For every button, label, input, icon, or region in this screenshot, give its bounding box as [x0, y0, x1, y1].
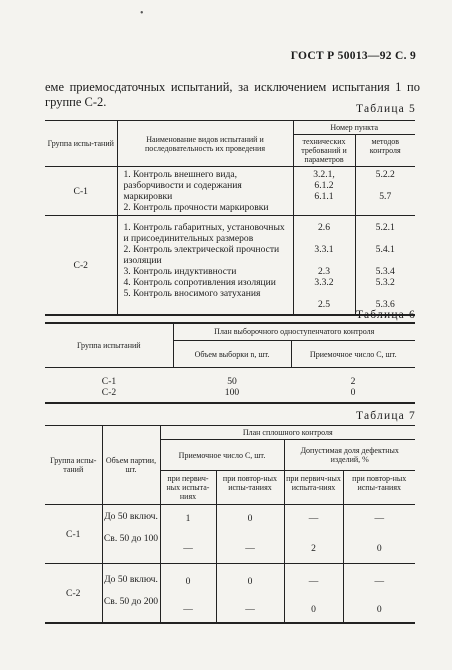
- table5-req: 6.1.2: [314, 180, 334, 191]
- table5-col-point: Номер пункта: [293, 121, 415, 135]
- table6-col-size: Объем выборки n, шт.: [173, 341, 291, 368]
- intro-text: еме приемосдаточных испытаний, за исключением испытания 1 по группе С-2.: [45, 80, 420, 109]
- table7-cell: —: [216, 533, 284, 564]
- table7-volume: До 50 включ.: [102, 564, 160, 597]
- table7-volume: До 50 включ.: [102, 505, 160, 534]
- table5-method: 5.7: [379, 191, 392, 202]
- table5-method: 5.3.2: [375, 277, 395, 288]
- table7: [45, 425, 415, 624]
- table5-req: 2.5: [318, 299, 330, 310]
- table6-accept: 0: [291, 387, 415, 403]
- table5-req: 2.6: [318, 222, 330, 233]
- table7-volume: Св. 50 до 200: [102, 596, 160, 623]
- table5-col-group: Группа испы-таний: [45, 121, 117, 167]
- table5-group-c2: С-2: [45, 216, 117, 316]
- table7-cell: —: [374, 513, 385, 524]
- table5-req: 6.1.1: [314, 191, 334, 202]
- table5-item: 4. Контроль сопротивления изоляции: [123, 277, 276, 288]
- table5-method: 5.2.1: [375, 222, 395, 233]
- table5-req: 2.3: [318, 266, 330, 277]
- scan-mark: •: [140, 8, 144, 19]
- table7-col-repeat: при повтор-ных испы-таниях: [343, 471, 415, 505]
- table5-item: 1. Контроль габаритных, установочных и присоединительных размеров: [123, 222, 285, 244]
- table6-col-group: Группа испытаний: [45, 323, 173, 368]
- table7-cell: —: [216, 596, 284, 623]
- table5-item: 2. Контроль электрической прочности изоляции: [123, 244, 280, 266]
- table5-method: 5.2.2: [375, 169, 395, 180]
- table6-group: С-1: [101, 376, 117, 387]
- table5-col-name: Наименование видов испытаний и последовательность их проведения: [117, 121, 293, 167]
- table5-caption: Таблица 5: [356, 103, 416, 115]
- table5-col-method: методов контроля: [355, 135, 415, 167]
- table7-cell: 0: [160, 564, 216, 597]
- table5-method: 5.3.6: [375, 299, 395, 310]
- table6-accept: 2: [350, 376, 356, 387]
- table7-cell: 0: [216, 564, 284, 597]
- table7-cell: —: [160, 533, 216, 564]
- table7-cell: —: [284, 505, 343, 534]
- table7-group: С-2: [45, 564, 102, 624]
- table7-cell: 0: [284, 596, 343, 623]
- table7-cell: 2: [284, 533, 343, 564]
- page-header: ГОСТ Р 50013—92 С. 9: [290, 50, 416, 62]
- table7-col-plan: План сплошного контроля: [160, 426, 415, 440]
- table6-group: С-2: [45, 387, 173, 403]
- table6: [45, 322, 415, 404]
- table5-method: 5.3.4: [375, 266, 395, 277]
- table6-size: 100: [173, 387, 291, 403]
- table7-col-first: при первич-ных испыта-ниях: [284, 471, 343, 505]
- table5: [45, 120, 415, 316]
- table6-col-plan: План выборочного одноступенчатого контроля: [173, 323, 415, 341]
- table7-col-first: при первич-ных испыта-ниях: [160, 471, 216, 505]
- table5-req: 3.3.2: [314, 277, 334, 288]
- table7-col-defect: Допустимая доля дефектных изделий, %: [284, 440, 415, 471]
- table7-cell: 0: [343, 533, 415, 564]
- table7-cell: 1: [160, 505, 216, 534]
- table5-method: 5.4.1: [375, 244, 395, 255]
- table7-cell: 0: [343, 596, 415, 623]
- table5-item: 5. Контроль вносимого затухания: [123, 288, 261, 299]
- table7-cell: —: [374, 576, 385, 587]
- table7-caption: Таблица 7: [356, 410, 416, 422]
- table6-col-accept: Приемочное число С, шт.: [291, 341, 415, 368]
- table6-caption: Таблица 6: [356, 309, 416, 321]
- table5-col-req: технических требований и параметров: [293, 135, 355, 167]
- table7-cell: —: [284, 564, 343, 597]
- table5-item: 2. Контроль прочности маркировки: [123, 202, 269, 213]
- table7-col-volume: Объем партии, шт.: [102, 426, 160, 505]
- table7-volume: Св. 50 до 100: [102, 533, 160, 564]
- table7-col-accept: Приемочное число С, шт.: [160, 440, 284, 471]
- table7-col-repeat: при повтор-ных испы-таниях: [216, 471, 284, 505]
- table7-col-group: Группа испы-таний: [45, 426, 102, 505]
- table5-req: 3.2.1,: [313, 169, 335, 180]
- table6-size: 50: [227, 376, 237, 387]
- table5-req: 3.3.1: [314, 244, 334, 255]
- table7-cell: 0: [216, 505, 284, 534]
- table5-group-c1: С-1: [45, 167, 117, 216]
- table7-group: С-1: [45, 505, 102, 564]
- table5-item: 3. Контроль индуктивности: [123, 266, 237, 277]
- table5-item: 1. Контроль внешнего вида, разборчивости и содержания маркировки: [123, 169, 242, 202]
- table7-cell: —: [160, 596, 216, 623]
